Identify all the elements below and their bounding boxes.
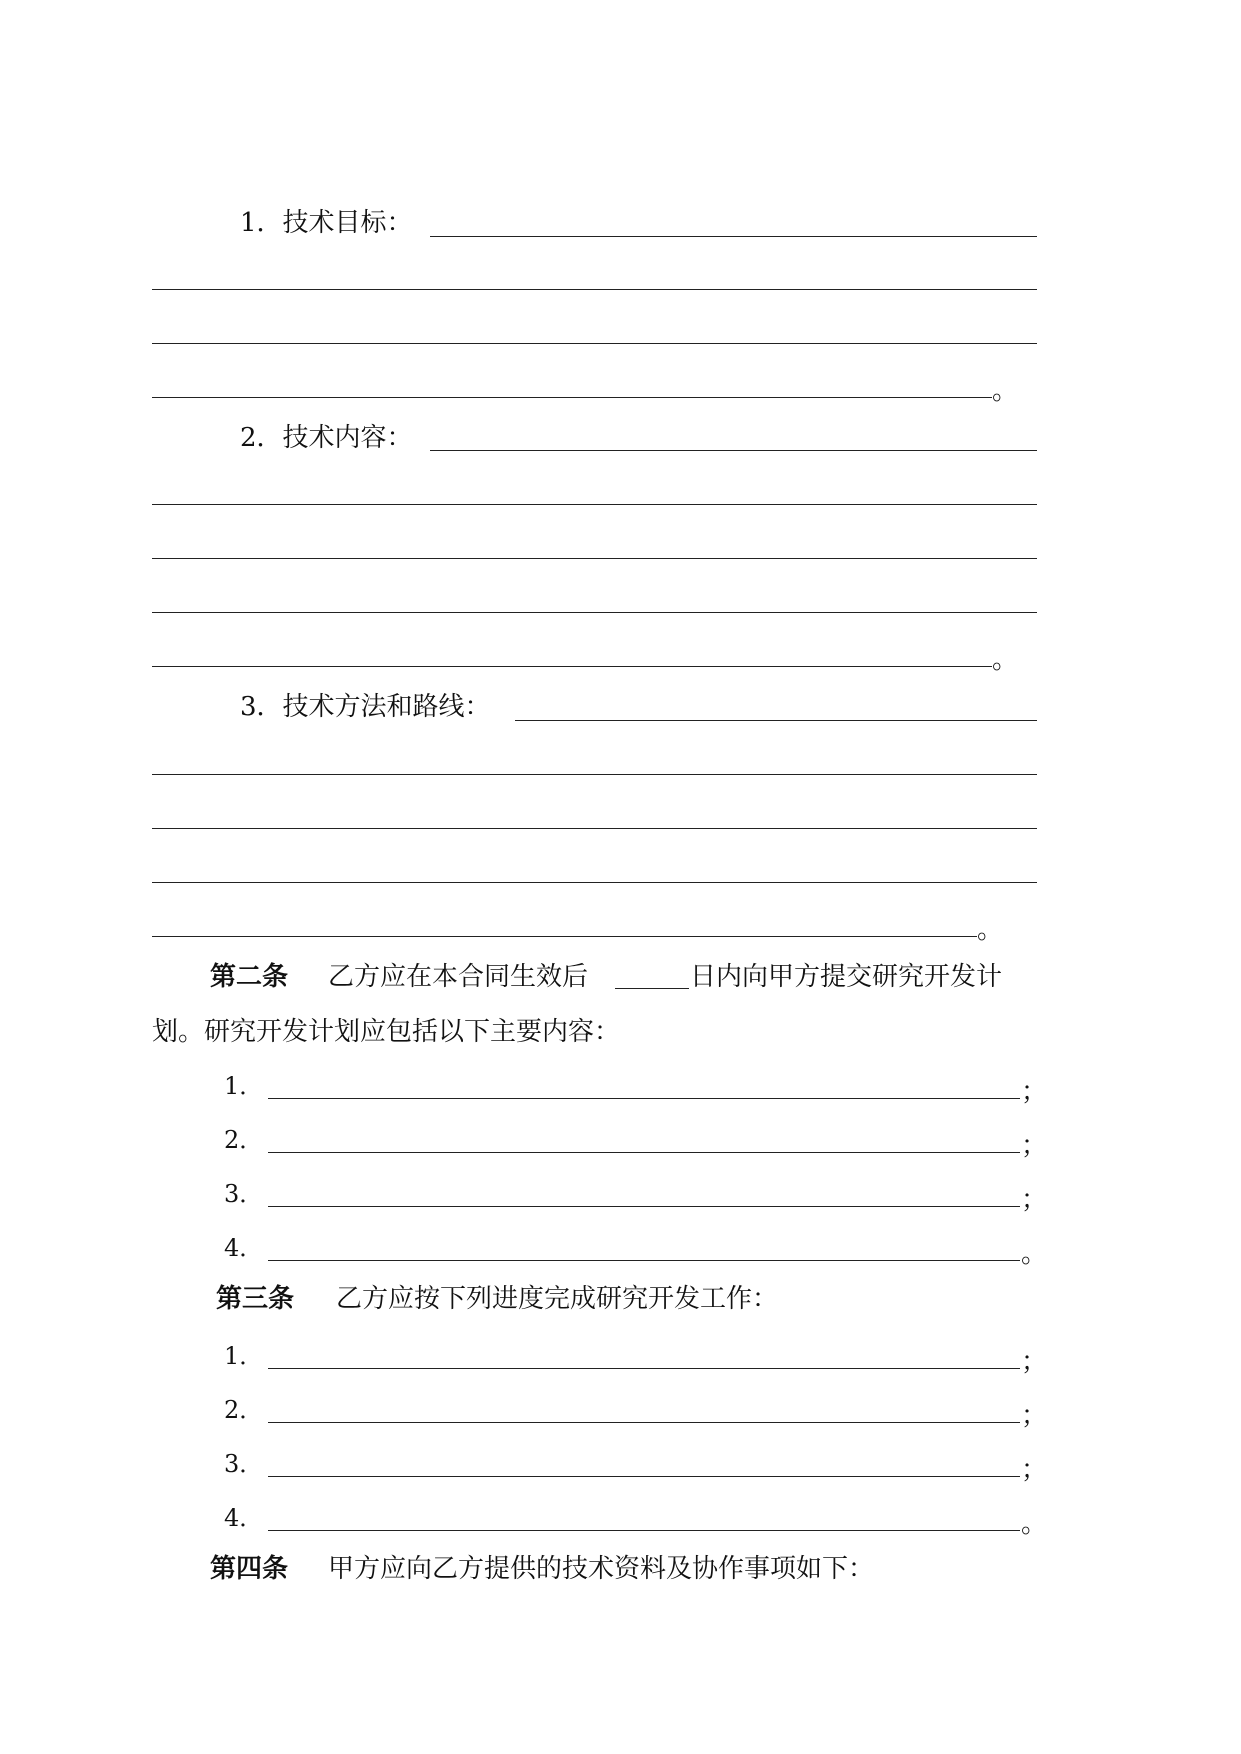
article2-text-before: 乙方应在本合同生效后 <box>328 962 589 992</box>
article2-text-after: 日内向甲方提交研究开发计 <box>690 962 1003 992</box>
article4-heading: 第四条 <box>210 1554 289 1584</box>
article3-item1-number: 1． <box>224 1342 264 1370</box>
article3-item4-number: 4． <box>224 1504 264 1532</box>
article3-item2-blank[interactable] <box>268 1422 1020 1423</box>
item3-blank-line-1[interactable] <box>515 720 1037 721</box>
article2-item1-end: ； <box>1021 1077 1048 1107</box>
article2-item1-blank[interactable] <box>268 1098 1020 1099</box>
article2-item2-number: 2． <box>224 1126 264 1154</box>
article3-item3-end: ； <box>1021 1455 1048 1485</box>
item3-end-mark: 。 <box>977 915 1004 945</box>
article2-item4-blank[interactable] <box>268 1260 1020 1261</box>
article2-days-blank[interactable] <box>615 964 689 994</box>
article3-item4-blank[interactable] <box>268 1530 1020 1531</box>
article2-continuation: 划。研究开发计划应包括以下主要内容： <box>152 1017 621 1047</box>
article3-item1-blank[interactable] <box>268 1368 1020 1369</box>
item3-label: 3．技术方法和路线： <box>240 692 491 722</box>
item1-blank-line-1[interactable] <box>430 236 1037 237</box>
article3-item4-end: 。 <box>1021 1509 1048 1539</box>
item2-blank-line-3[interactable] <box>152 558 1037 559</box>
item2-blank-line-4[interactable] <box>152 612 1037 613</box>
article3-item3-blank[interactable] <box>268 1476 1020 1477</box>
article2-item1-number: 1． <box>224 1072 264 1100</box>
item1-blank-line-3[interactable] <box>152 343 1037 344</box>
article3-text: 乙方应按下列进度完成研究开发工作： <box>336 1284 779 1314</box>
article2-item4-end: 。 <box>1021 1239 1048 1269</box>
item3-blank-line-3[interactable] <box>152 828 1037 829</box>
item2-blank-line-2[interactable] <box>152 504 1037 505</box>
article2-item3-end: ； <box>1021 1185 1048 1215</box>
item1-blank-line-2[interactable] <box>152 289 1037 290</box>
article3-item2-number: 2． <box>224 1396 264 1424</box>
article2-item2-blank[interactable] <box>268 1152 1020 1153</box>
item2-end-mark: 。 <box>992 645 1019 675</box>
item1-end-mark: 。 <box>992 376 1019 406</box>
item1-blank-line-4[interactable] <box>152 397 992 398</box>
article3-heading: 第三条 <box>216 1284 295 1314</box>
item2-label: 2．技术内容： <box>240 423 413 453</box>
item1-label: 1．技术目标： <box>240 208 413 238</box>
article4-text: 甲方应向乙方提供的技术资料及协作事项如下： <box>328 1554 875 1584</box>
article3-item2-end: ； <box>1021 1401 1048 1431</box>
article3-item3-number: 3． <box>224 1450 264 1478</box>
article2-item4-number: 4． <box>224 1234 264 1262</box>
article2-heading: 第二条 <box>210 962 289 992</box>
article2-item2-end: ； <box>1021 1131 1048 1161</box>
item3-blank-line-5[interactable] <box>152 936 977 937</box>
article3-item1-end: ； <box>1021 1347 1048 1377</box>
item2-blank-line-1[interactable] <box>430 450 1037 451</box>
item2-blank-line-5[interactable] <box>152 666 992 667</box>
article2-item3-number: 3． <box>224 1180 264 1208</box>
article2-item3-blank[interactable] <box>268 1206 1020 1207</box>
item3-blank-line-2[interactable] <box>152 774 1037 775</box>
item3-blank-line-4[interactable] <box>152 882 1037 883</box>
